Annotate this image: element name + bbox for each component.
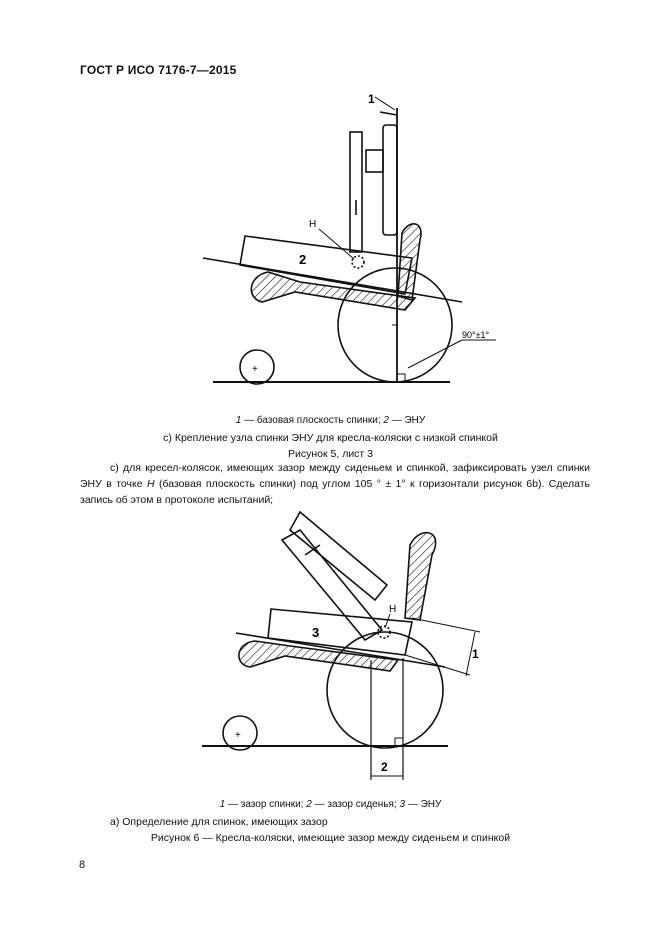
- fig6-subcaption: а) Определение для спинок, имеющих зазор: [110, 816, 328, 828]
- rear-wheel-6: [327, 632, 443, 748]
- page-number: 8: [79, 859, 86, 871]
- document-header: ГОСТ Р ИСО 7176-7—2015: [80, 63, 237, 77]
- fig5-label-angle: 90°±1°: [462, 330, 490, 340]
- figure-6-drawing: [202, 512, 480, 780]
- fig6-caption: Рисунок 6 — Кресла-коляски, имеющие зазор между сиденьем и спинкой: [150, 832, 511, 844]
- castor-center-mark-6: +: [235, 730, 241, 741]
- fig5-legend: 1 — базовая плоскость спинки; 2 — ЭНУ: [235, 415, 426, 426]
- fig5-label-h: H: [309, 219, 317, 230]
- body-paragraph: с) для кресел-колясок, имеющих зазор между сиденьем и спинкой, зафиксировать узел спинки ЭНУ в точке H (базовая плоскость спинки) под углом 105 ° ± 1° к горизонтали рисунок 6b). Сделать запись об этом в протоколе испытаний;: [80, 462, 590, 506]
- fig5-subcaption: с) Крепление узла спинки ЭНУ для кресла-коляски с низкой спинкой: [163, 432, 498, 444]
- fig5-caption: Рисунок 5, лист 3: [288, 448, 373, 460]
- fig6-label-1: 1: [472, 647, 479, 661]
- fig6-label-2: 2: [381, 760, 388, 774]
- fig6-label-h: H: [389, 604, 397, 615]
- castor-center-mark: +: [252, 364, 258, 375]
- fig5-label-1: 1: [368, 92, 375, 106]
- fig6-legend: 1 — зазор спинки; 2 — зазор сиденья; 3 — ЭНУ: [219, 799, 442, 810]
- fig6-label-3: 3: [312, 625, 320, 640]
- fig5-label-2: 2: [299, 252, 307, 267]
